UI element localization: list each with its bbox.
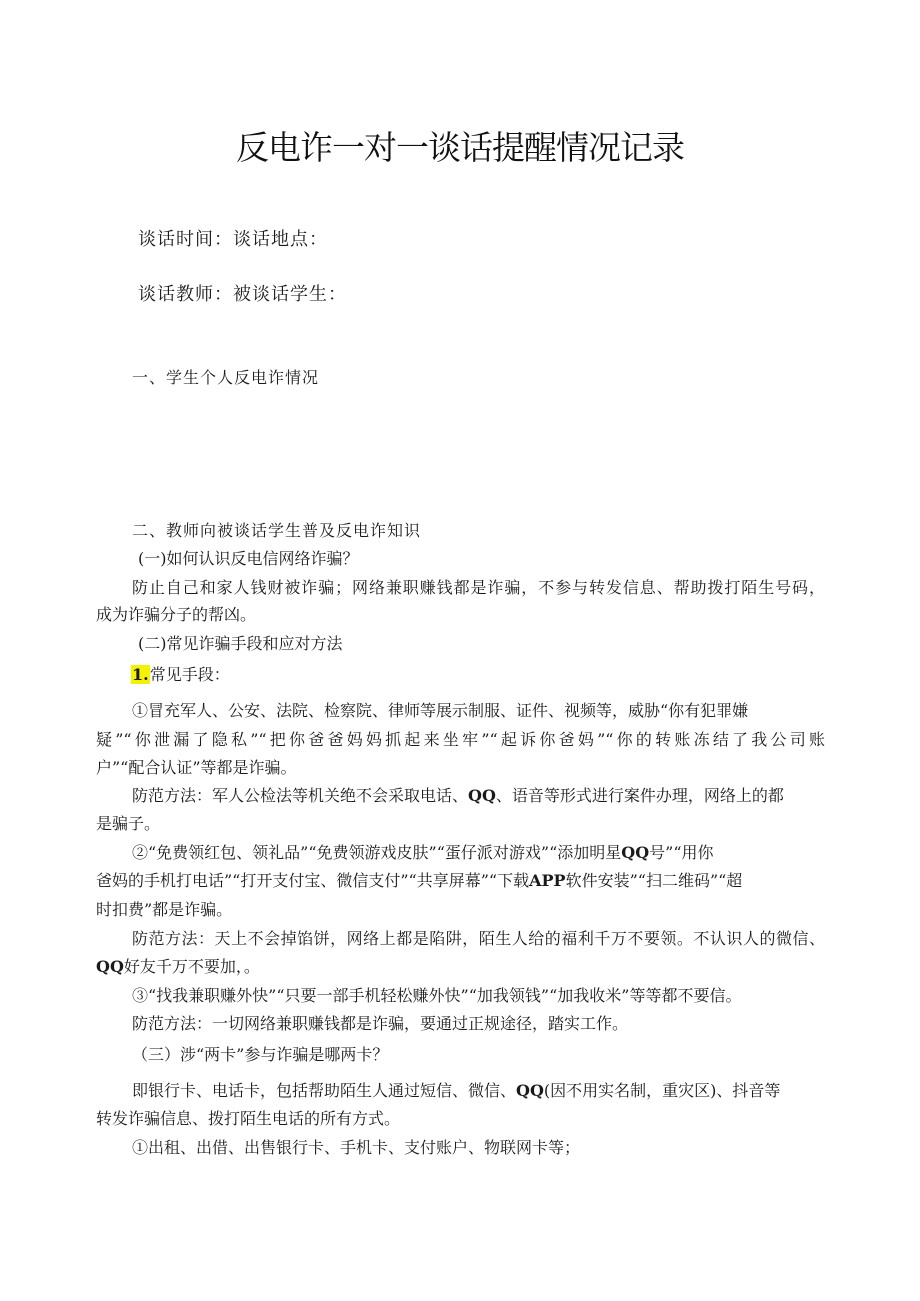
case1-line2: 疑”“你泄漏了隐私”“把你爸爸妈妈抓起来坐牢”“起诉你爸妈”“你的转账冻结了我公司账 [96,730,825,749]
section1-heading: 一、学生个人反电诈情况 [132,368,320,387]
case2-line2-text-a: 爸妈的手机打电话”“打开支付宝、微信支付”“共享屏幕”“下载 [96,871,530,890]
case2-qq: QQ [621,843,650,862]
prevention2-line2 [96,956,260,978]
subheading-1: (一)如何认识反电信网络诈骗？ [138,549,359,568]
paragraph-1-line2: 成为诈骗分子的帮凶。 [96,605,257,624]
case1-line3: 户”“配合认证”等都是诈骗。 [96,758,297,777]
prevention1-line2: 是骗子。 [96,814,161,833]
cards-line1 [132,1080,780,1102]
prevention2-line1: 防范方法：天上不会掉馅饼，网络上都是陷阱，陌生人给的福利千万不要领。不认识人的微信、 [132,929,825,948]
case2-line3: 时扣费”都是诈骗。 [96,900,233,919]
case2-app: APP [529,871,566,890]
list-item-1 [131,664,230,686]
prevention1-qq: QQ [468,786,496,805]
paragraph-1-line1: 防止自己和家人钱财被诈骗；网络兼职赚钱都是诈骗，不参与转发信息、帮助拨打陌生号码， [132,578,825,597]
case2-text-a: ②“免费领红包、领礼品”“免费领游戏皮肤”“蛋仔派对游戏”“添加明星 [132,843,622,862]
case1-line1: ①冒充军人、公安、法院、检察院、律师等展示制服、证件、视频等，威胁“你有犯罪嫌 [132,701,749,720]
section2-heading: 二、教师向被谈话学生普及反电诈知识 [132,521,422,540]
prevention1-text-b: 、语音等形式进行案件办理，网络上的都 [495,786,784,805]
cards-text-b: (因不用实名制，重灾区)、抖音等 [543,1081,781,1100]
case3-line: ③“找我兼职赚外快”“只要一部手机轻松赚外快”“加我领钱”“加我收米”等等都不要信。 [132,986,742,1005]
meta-time-location: 谈话时间：谈话地点： [138,229,328,250]
cards-item1: ①出租、出借、出售银行卡、手机卡、支付账户、物联网卡等； [132,1138,581,1157]
meta-teacher-student: 谈话教师：被谈话学生： [138,284,347,305]
subheading-2: (二)常见诈骗手段和应对方法 [138,634,343,653]
case2-line2-text-b: 软件安装”“扫二维码”“超 [565,871,743,890]
prevention1-text-a: 防范方法：军人公检法等机关绝不会采取电话、 [132,786,469,805]
prevention2-text: 好友千万不要加，。 [123,957,260,976]
list-number-highlight: 1. [132,665,149,684]
prevention2-qq: QQ [96,957,124,976]
case2-text-b: 号”“用你 [649,843,714,862]
prevention1-line1 [132,785,784,807]
prevention3-line: 防范方法：一切网络兼职赚钱都是诈骗，要通过正规途径，踏实工作。 [132,1014,629,1033]
cards-text-a: 即银行卡、电话卡，包括帮助陌生人通过短信、微信、 [132,1081,517,1100]
cards-qq: QQ [516,1081,544,1100]
subheading-3: （三）涉“两卡”参与诈骗是哪两卡？ [132,1045,389,1064]
case2-line2 [96,870,742,892]
list-item-1-text: 常见手段： [149,665,230,684]
cards-line2: 转发诈骗信息、拨打陌生电话的所有方式。 [96,1109,401,1128]
case2-line1 [132,842,714,864]
document-title: 反电诈一对一谈话提醒情况记录 [236,128,684,167]
